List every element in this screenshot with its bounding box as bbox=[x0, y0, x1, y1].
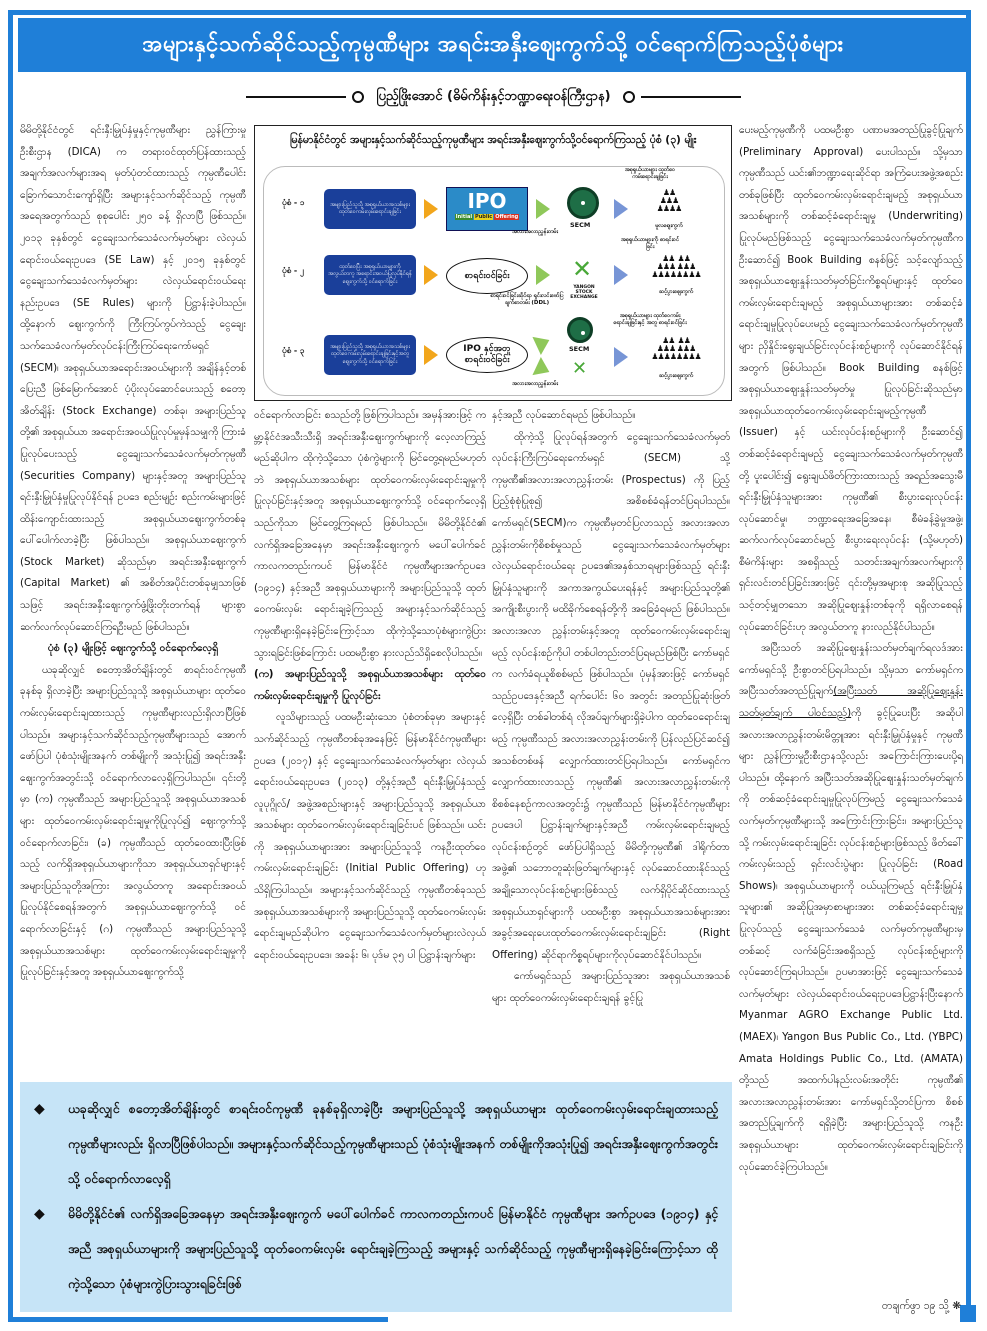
article-title-bar bbox=[18, 18, 968, 72]
diagram-step-box bbox=[324, 255, 416, 295]
ipo-sub-offering: Offering bbox=[495, 214, 519, 220]
diagram-step-text: အများပြည်သူသို့ အစုရှယ်ယာအသစ်များ ထုတ်ဝေကမ်းလှမ်းရောင်းချခြင်း bbox=[330, 201, 410, 215]
byline bbox=[0, 80, 987, 114]
ipo-logo-sub bbox=[447, 214, 527, 220]
callout-text: မိမိတို့နိုင်ငံ၏ လက်ရှိအခြေအနေမှာ အရင်းအနှီးဈေးကွက် မပေါ်ပေါက်ခင် ကာလကတည်းကပင် မြန်မာနိုင်ငံ ကုမ္ပဏီများ အက်ဥပဒေ (၁၉၁၄) နှင့်အညီ အစုရှယ်ယာများကို အများပြည်သူသို့ ထုတ်ဝေကမ်းလှမ်း ရောင်းချခဲ့ကြသည့် အများနှင့် သက်ဆိုင်သည့် ကုမ္ပဏီများရှိနေခဲ့ခြင်းကြောင့်သာ ထိုကဲ့သို့သော ပုံစံများကွဲပြားသွားရခြင်းဖြစ် bbox=[68, 1207, 718, 1291]
diamond-bullet-icon: ◆ bbox=[34, 1101, 45, 1117]
continued-note: တချက်ဖွာ ၁၉ သို့ ❋ bbox=[881, 1300, 961, 1312]
diagram-step-text: ထုတ်ဝေပြီး အစုရှယ်ယာများကို အလွယ်တကူ အရောင်းအဝယ်ပြုလုပ်နိုင်ရန် ဈေးကွက်သို့ ဝင်ရောက်ခြင်း bbox=[328, 263, 412, 285]
callout-item bbox=[34, 1197, 718, 1302]
paragraph bbox=[739, 638, 963, 1178]
arrow-right-icon bbox=[424, 199, 438, 219]
diagram-step-box bbox=[324, 189, 416, 229]
column-4 bbox=[739, 120, 963, 1298]
ysx-label bbox=[564, 285, 604, 300]
highlight-callout bbox=[20, 1082, 732, 1312]
arrow-down-right-icon bbox=[532, 357, 553, 381]
byline-rule-left bbox=[246, 96, 346, 98]
byline-dot-left bbox=[352, 91, 364, 103]
arrow-right-icon bbox=[536, 199, 550, 219]
callout-text: ယခုဆိုလျှင် စတော့အိတ်ချိန်းတွင် စာရင်းဝင်ကုမ္ပဏီ ခုနစ်ခုရှိလာခဲ့ပြီး အများပြည်သူသို့ အစုရှယ်ယာများ ထုတ်ဝေကမ်းလှမ်းရောင်းချထားသည့် ကုမ္ပဏီများလည်း ရှိလာပြီဖြစ်ပါသည်။ အများနှင့်သက်ဆိုင်သည့်ကုမ္ပဏီများသည် ပုံစံသုံးမျိုးအနက် တစ်မျိုးကိုအသုံးပြု၍ အရင်းအနှီးဈေးကွက်အတွင်းသို့ ဝင်ရောက်လာလေ့ရှိ bbox=[68, 1102, 718, 1186]
row-label: ပုံစံ - ၃ bbox=[282, 346, 305, 355]
ysx-logo-icon: ✕ bbox=[572, 255, 593, 283]
ysx-name: YANGON bbox=[573, 285, 595, 290]
paragraph: ကော်မရှင်သည် အများပြည်သူအား အစုရှယ်ယာအသစ်များ ထုတ်ဝေကမ်းလှမ်းရောင်းချရန် ခွင့်ပြု bbox=[492, 970, 730, 1005]
listing-oval-text: စာရင်းဝင်ခြင်း bbox=[464, 270, 510, 281]
investor-caption: အစုရှယ်ယာများ ထုတ်ဝေကမ်းရောင်းချခြင်းနှင့် အတူ စာရင်းဝင်ခြင်း bbox=[613, 313, 687, 326]
investor-caption: အစုရှယ်ယာများကို စာရင်းဝင်ခြင်း bbox=[620, 237, 680, 250]
market-label: မူလဈေးကွက် bbox=[655, 223, 683, 229]
callout-item bbox=[34, 1092, 718, 1197]
paragraph-text: အပြီးသတ် အဆိုပြုဈေးနှုန်းသတ်မှတ်ချက်ရလဒ်အား ကော်မရှင်သို့ ဦးစွာတင်ပြရပါသည်။ သို့မှသာ ကော်မရှင်က အပြီးသတ်အတည်ပြုချက် bbox=[739, 642, 963, 698]
ipo-sub-public: Public bbox=[475, 214, 493, 220]
underlined-text: (အပြီးသတ် အဆိုပြုဈေးနှုန်းသတ်မှတ်ချက် ပါဝင်သည့်) bbox=[739, 685, 963, 720]
secm-seal-icon bbox=[567, 317, 593, 343]
ipo-listing-oval bbox=[446, 337, 528, 373]
paragraph: ယခုဆိုလျှင် စတော့အိတ်ချိန်းတွင် စာရင်းဝင်ကုမ္ပဏီ ခုနစ်ခု ရှိလာခဲ့ပြီး အများပြည်သူသို့ အစုရှယ်ယာများ ထုတ်ဝေကမ်းလှမ်းရောင်းချထားသည့် ကုမ္ပဏီများလည်းရှိလာပြီဖြစ်ပါသည်။ အများနှင့်သက်ဆိုင်သည့်ကုမ္ပဏီများသည် အောက်ဖော်ပြပါ ပုံစံသုံးမျိုးအနက် တစ်မျိုးကို အသုံးပြု၍ အရင်းအနှီးဈေးကွက်အတွင်းသို့ ဝင်ရောက်လာလေ့ရှိကြပါသည်။ ၎င်းတို့မှာ (က) ကုမ္ပဏီသည် အများပြည်သူသို့ အစုရှယ်ယာအသစ်များ ထုတ်ဝေကမ်းလှမ်းရောင်းချမှုကိုပြုလုပ်၍ ဈေးကွက်သို့ ဝင်ရောက်လာခြင်း၊ (ခ) ကုမ္ပဏီသည် ထုတ်ဝေထားပြီးဖြစ်သည့် လက်ရှိအစုရှယ်ယာများကိုသာ အစုရှယ်ယာရှင်များနှင့် အများပြည်သူတို့အကြား အလွယ်တကူ အရောင်းအဝယ် ပြုလုပ်နိုင်စေရန်အတွက် အစုရှယ်ယာဈေးကွက်သို့ ဝင်ရောက်လာခြင်းနှင့် (ဂ) ကုမ္ပဏီသည် အများပြည်သူသို့ အစုရှယ်ယာအသစ်များ ထုတ်ဝေကမ်းလှမ်းရောင်းချမှုကို ပြုလုပ်ခြင်းနှင့်အတူ အစုရှယ်ယာဈေးကွက်သို့ bbox=[20, 663, 246, 979]
ipo-forms-diagram bbox=[254, 125, 732, 401]
investors-crowd-icon: ♟♟ ♟♟♟ ♟♟♟♟ bbox=[656, 188, 682, 213]
byline-rule-right bbox=[641, 96, 741, 98]
arrow-right-icon bbox=[614, 265, 628, 285]
arrow-right-icon bbox=[614, 347, 628, 367]
ipo-logo bbox=[446, 187, 528, 231]
ysx-logo-icon: ✕ bbox=[572, 358, 588, 379]
paragraph: လူသိများသည့် ပထမဦးဆုံးသော ပုံစံတစ်ခုမှာ အများနှင့်သက်ဆိုင်သည့် ကုမ္ပဏီတစ်ခုအနေဖြင့် မြန်မာနိုင်ငံကုမ္ပဏီများဥပဒေ (၂၀၁၇) နှင့် ငွေချေးသက်သေခံလက်မှတ်များ လဲလှယ်ရောင်းဝယ်ရေးဥပဒေ (၂၀၁၃) တို့နှင့်အညီ ရင်းနှီးမြှုပ်နှံသည့် လူပုဂ္ဂိုလ်/ အဖွဲ့အစည်းများနှင့် အများပြည်သူသို့ အစုရှယ်ယာအသစ်များ ထုတ်ဝေကမ်းလှမ်းရောင်းချခြင်းပင် ဖြစ်သည်။ ယင်းကို အစုရှယ်ယာများအား အများပြည်သူသို့ ကနဦးထုတ်ဝေကမ်းလှမ်းရောင်းချခြင်း (Initial Public Offering) ဟု သိရှိကြပါသည်။ အများနှင့်သက်ဆိုင်သည့် ကုမ္ပဏီတစ်ခုသည် အစုရှယ်ယာအသစ်များကို အများပြည်သူသို့ ထုတ်ဝေကမ်းလှမ်းရောင်းချမည်ဆိုပါက ငွေချေးသက်သေခံလက်မှတ်များလဲလှယ်ရောင်းဝယ်ရေးဥပဒေ၊ အခန်း ၆၊ ပုဒ်မ ၃၅ ပါ ပြဋ္ဌာန်းချက်များ bbox=[254, 711, 486, 961]
ipo-logo-text: IPO bbox=[467, 189, 507, 213]
frame-corner bbox=[960, 1305, 976, 1322]
byline-dot-right bbox=[623, 91, 635, 103]
paragraph-text: ကို ခွင့်ပြုပေးပြီး အဆိုပါ အလားအလာညွှန်းတမ်းမိတ္တူအား ရင်းနှီးမြှုပ်နှံမှုနှင့် ကုမ္ပဏီများ ညွှန်ကြားမှုဦးစီးဌာနသို့လည်း အကြောင်းကြားပေးပို့ရပါသည်။ ထို့နောက် အပြီးသတ်အဆိုပြုဈေးနှုန်းသတ်မှတ်ချက်ကို တစ်ဆင့်ခံရောင်းချမှုပြုလုပ်ကြမည့် ငွေချေးသက်သေခံလက်မှတ်ကုမ္ပဏီများသို့ အကြောင်းကြားခြင်း၊ အများပြည်သူသို့ ကမ်းလှမ်းရောင်းချခြင်း လုပ်ငန်းစဉ်များဖြစ်သည့် ဖိတ်ခေါ်ကမ်းလှမ်းသည့် ရှင်းလင်းပွဲများ ပြုလုပ်ခြင်း (Road Shows)၊ အစုရှယ်ယာများကို ဝယ်ယူကြမည့် ရင်းနှီးမြှုပ်နှံသူများ၏ အဆိုပြုအမှာစာများအား တစ်ဆင့်ခံရောင်းချမှု ပြုလုပ်သည့် ငွေချေးသက်သေခံ လက်မှတ်ကုမ္ပဏီများမှ တစ်ဆင့် လက်ခံခြင်းအစရှိသည့် လုပ်ငန်းစဉ်များကို လုပ်ဆောင်ကြရပါသည်။ ဥပမာအားဖြင့် ငွေချေးသက်သေခံလက်မှတ်များ လဲလှယ်ရောင်းဝယ်ရေးဥပဒေပြဋ္ဌာန်းပြီးနောက် Myanmar AGRO Exchange Public Ltd. (MAEX)၊ Yangon Bus Public Co., Ltd. (YBPC) Amata Holdings Public Co., Ltd. (AMATA) တို့သည် အထက်ပါနည်းလမ်းအတိုင်း ကုမ္ပဏီ၏ အလားအလာညွှန်းတမ်းအား ကော်မရှင်သို့တင်ပြကာ စိစစ်အတည်ပြုချက်ကို ရရှိခဲ့ပြီး အများပြည်သူသို့ ကနဦးအစုရှယ်ယာများ ထုတ်ဝေကမ်းလှမ်းရောင်းချခြင်းကို လုပ်ဆောင်ခဲ့ကြပါသည်။ bbox=[739, 707, 963, 1173]
column-3 bbox=[492, 405, 730, 1085]
prospectus-caption: အလားအလာညွှန်းတမ်း bbox=[512, 381, 558, 387]
arrow-right-icon bbox=[614, 199, 628, 219]
byline-text: ပြည့်ဖြိုးအောင် (ဓိမ်ကိန်းနှင့်ဘဏ္ဍာရေးဝန်ကြီးဌာန) bbox=[376, 88, 611, 104]
column-1 bbox=[20, 120, 246, 1085]
ipo-sub-initial: Initial bbox=[455, 214, 473, 220]
arrow-right-icon bbox=[536, 265, 550, 285]
paragraph: မိမိတို့နိုင်ငံတွင် ရင်းနှီးမြှုပ်နှံမှုနှင့်ကုမ္ပဏီများ ညွှန်ကြားမှုဦးစီးဌာန (DICA) က တရားဝင်ထုတ်ပြန်ထားသည့် အချက်အလက်များအရ မှတ်ပုံတင်ထားသည့် ကုမ္ပဏီပေါင်း ခြောက်သောင်းကျော်ရှိပြီး အများနှင့်သက်ဆိုင်သည့် ကုမ္ပဏီအရေအတွက်သည် စုစုပေါင်း ၂၅၀ ခန့် ရှိလာပြီ ဖြစ်သည်။ ၂၀၁၃ ခုနှစ်တွင် ငွေချေးသက်သေခံလက်မှတ်များ လဲလှယ်ရောင်းဝယ်ရေးဥပဒေ (SE Law) နှင့် ၂၀၁၅ ခုနှစ်တွင် ငွေချေးသက်သေခံလက်မှတ်များ လဲလှယ်ရောင်းဝယ်ရေးနည်းဥပဒေ (SE Rules) များကို ပြဋ္ဌာန်းခဲ့ပါသည်။ ထို့နောက် ဈေးကွက်ကို ကြီးကြပ်ကွပ်ကဲသည့် ငွေချေးသက်သေခံလက်မှတ်လုပ်ငန်းကြီးကြပ်ရေးကော်မရှင် (SECM)၊ အစုရှယ်ယာအရောင်းအဝယ်များကို အချိန်နှင့်တစ်ပြေးညီ ဖြစ်မြောက်အောင် ပံ့ပိုးလုပ်ဆောင်ပေးသည့် စတော့အိတ်ချိန်း (Stock Exchange) တစ်ခု၊ အများပြည်သူတို့၏ အစုရှယ်ယာ အရောင်းအဝယ်ပြုလုပ်မှုမှန်သမျှကို ကြားခံပြုလုပ်ပေးသည့် ငွေချေးသက်သေခံလက်မှတ်ကုမ္ပဏီ (Securities Company) များနှင့်အတူ အများပြည်သူ ရင်းနှီးမြှုပ်နှံမှုပြုလုပ်နိုင်ရန် ဥပဒေ စည်းမျဉ်း စည်းကမ်းများဖြင့် ထိန်းကျောင်းထားသည့် အစုရှယ်ယာဈေးကွက်တစ်ခု ပေါ်ပေါက်လာခဲ့ပြီး ဖြစ်ပါသည်။ အစုရှယ်ယာဈေးကွက် (Stock Market) ဆိုသည်မှာ အရင်းအနှီးဈေးကွက် (Capital Market) ၏ အစိတ်အပိုင်းတစ်ခုမျှသာဖြစ်သဖြင့် အရင်းအနှီးဈေးကွက်ဖွံ့ဖြိုးတိုးတက်ရန် များစွာဆက်လက်လုပ်ဆောင်ကြရဦးမည် ဖြစ်ပါသည်။ bbox=[20, 124, 246, 633]
market-label: ဆင့်ပွားဈေးကွက် bbox=[658, 289, 694, 295]
diagram-step-text: အများပြည်သူသို့ အစုရှယ်ယာအသစ်များ ထုတ်ဝေကမ်းလှမ်းရောင်းချခြင်းနှင့်အတူ ဈေးကွက်သို့ ဝင်ရောက်ခြင်း bbox=[330, 343, 410, 365]
arrow-up-right-icon bbox=[532, 331, 553, 355]
ddl-caption: စာရင်းဝင်ခြင်းဆိုင်ရာ ရှင်းလင်းဖော်ပြချက်စာတမ်း (DDL) bbox=[490, 293, 564, 306]
diagram-step-box bbox=[324, 335, 416, 375]
diagram-title: မြန်မာနိုင်ငံတွင် အများနှင့်သက်ဆိုင်သည့်ကုမ္ပဏီများ အရင်းအနှီးဈေးကွက်သို့ဝင်ရောက်ကြသည့် ပုံစံ (၃) မျိုး bbox=[289, 134, 697, 146]
prospectus-caption: အလားအလာညွှန်းတမ်း bbox=[512, 229, 558, 235]
secm-label: SECM bbox=[570, 221, 591, 229]
investors-crowd-icon: ♟♟ ♟♟ ♟♟♟ ♟♟♟ ♟♟♟♟♟♟♟♟ bbox=[651, 254, 701, 279]
arrow-right-icon bbox=[424, 265, 438, 285]
investor-caption: အစုရှယ်ယာများ ထုတ်ဝေကမ်းရောင်းချခြင်း bbox=[624, 167, 676, 180]
ysx-sub: STOCK EXCHANGE bbox=[570, 290, 598, 300]
column-2 bbox=[254, 405, 486, 1085]
investors-crowd-icon: ♟♟ ♟♟ ♟♟♟ ♟♟♟ ♟♟♟♟♟♟♟♟ bbox=[651, 336, 701, 361]
diamond-bullet-icon: ◆ bbox=[34, 1206, 45, 1222]
article-title: အများနှင့်သက်ဆိုင်သည့်ကုမ္ပဏီများ အရင်းအနှီးဈေးကွက်သို့ ဝင်ရောက်ကြသည့်ပုံစံများ bbox=[142, 31, 844, 57]
subsection-heading: (က) အများပြည်သူသို့ အစုရှယ်ယာအသစ်များ ထုတ်ဝေကမ်းလှမ်းရောင်းချမှုကို ပြုလုပ်ခြင်း bbox=[254, 668, 486, 702]
secm-label: SECM bbox=[569, 345, 590, 353]
diagram-panel bbox=[263, 166, 725, 396]
ipo-listing-oval-text: IPO နှင့်အတူ စာရင်းဝင်ခြင်း bbox=[463, 344, 511, 365]
paragraph: ပေးမည့်ကုမ္ပဏီကို ပထမဦးစွာ ပဏာမအတည်ပြုခွင့်ပြုချက် (Preliminary Approval) ပေးပါသည်။ သို့မှသာ ကုမ္ပဏီသည် ယင်း၏ဘဏ္ဍာရေးဆိုင်ရာ အကြံပေးအဖွဲ့အစည်းတစ်ခုဖြစ်ပြီး ထုတ်ဝေကမ်းလှမ်းရောင်းချမည့် အစုရှယ်ယာအသစ်များကို တစ်ဆင့်ခံရောင်းချမှု (Underwriting) ပြုလုပ်မည်ဖြစ်သည့် ငွေချေးသက်သေခံလက်မှတ်ကုမ္ပဏီက ဦးဆောင်၍ Book Building စနစ်ဖြင့် သင့်လျော်သည့် အစုရှယ်ယာဈေးနှုန်းသတ်မှတ်ခြင်းကိစ္စရပ်များနှင့် ထုတ်ဝေကမ်းလှမ်းရောင်းချမည့် အစုရှယ်ယာများအား တစ်ဆင့်ခံရောင်းချမှုပြုလုပ်ပေးမည့် ငွေချေးသက်သေခံလက်မှတ်ကုမ္ပဏီများ ညှိနှိုင်းရွေးချယ်ခြင်းလုပ်ငန်းစဉ်များကို လုပ်ဆောင်နိုင်ရန်အတွက် ဖြစ်ပါသည်။ Book Building စနစ်ဖြင့် အစုရှယ်ယာဈေးနှုန်းသတ်မှတ်မှု ပြုလုပ်ခြင်းဆိုသည်မှာ အစုရှယ်ယာထုတ်ဝေကမ်းလှမ်းရောင်းချမည့်ကုမ္ပဏီ (Issuer) နှင့် ယင်းလုပ်ငန်းစဉ်များကို ဦးဆောင်၍ တစ်ဆင့်ခံရောင်းချမည့် ငွေချေးသက်သေခံလက်မှတ်ကုမ္ပဏီတို့ ပူးပေါင်း၍ ရွေးချယ်ဖိတ်ကြားထားသည့် အရည်အသွေးမီ ရင်းနှီးမြှုပ်နှံသူများအား ကုမ္ပဏီ၏ စီးပွားရေးလုပ်ငန်းလုပ်ဆောင်မှု၊ ဘဏ္ဍာရေးအခြေအနေ၊ စီမံခန့်ခွဲမှုအဖွဲ့၊ ဆက်လက်လုပ်ဆောင်မည့် စီးပွားရေးလုပ်ငန်း (သို့မဟုတ်) စီမံကိန်းများ အစရှိသည့် သတင်းအချက်အလက်များကို ရှင်းလင်းတင်ပြခြင်းအားဖြင့် ၎င်းတို့မှအများစု အဆိုပြုသည့် သင့်တင့်မျှတသော အဆိုပြုဈေးနှုန်းတစ်ခုကို ရရှိလာစေရန် လုပ်ဆောင်ခြင်းဟု အလွယ်တကူ နားလည်နိုင်ပါသည်။ bbox=[739, 124, 963, 633]
frame-bottom-rule bbox=[8, 1317, 388, 1322]
arrow-right-icon bbox=[424, 345, 438, 365]
row-label: ပုံစံ - ၂ bbox=[282, 266, 304, 275]
row-label: ပုံစံ - ၁ bbox=[282, 198, 305, 207]
paragraph: နှင့်အညီ လုပ်ဆောင်ရမည် ဖြစ်ပါသည်။ bbox=[492, 409, 636, 421]
listing-oval bbox=[446, 258, 528, 294]
section-heading: ပုံစံ (၃) မျိုးဖြင့် ဈေးကွက်သို့ ဝင်ရောက်လေ့ရှိ bbox=[47, 642, 219, 655]
market-label: ဆင့်ပွားဈေးကွက် bbox=[658, 373, 694, 379]
secm-seal-icon bbox=[567, 187, 599, 219]
paragraph: ဝင်ရောက်လာခြင်း စသည်တို့ဖြစ်ကြပါသည်။ အမှန်အားဖြင့် ကမ္ဘာ့နိုင်ငံအသီးသီးရှိ အရင်းအနှီးဈေးကွက်များကို လေ့လာကြည့်မည်ဆိုပါက ထိုကဲ့သို့သော ပုံစံကွဲများကို မြင်တွေ့ရမည်မဟုတ်ဘဲ အစုရှယ်ယာအသစ်များ ထုတ်ဝေကမ်းလှမ်းရောင်းချမှုကို ပြုလုပ်ခြင်းနှင့်အတူ အစုရှယ်ယာဈေးကွက်သို့ ဝင်ရောက်လေ့ရှိသည်ကိုသာ မြင်တွေ့ကြရမည် ဖြစ်ပါသည်။ မိမိတို့နိုင်ငံ၏ လက်ရှိအခြေအနေမှာ အရင်းအနှီးဈေးကွက် မပေါ်ပေါက်ခင် ကာလကတည်းကပင် မြန်မာနိုင်ငံ ကုမ္ပဏီများအက်ဥပဒေ (၁၉၁၄) နှင့်အညီ အစုရှယ်ယာများကို အများပြည်သူသို့ ထုတ်ဝေကမ်းလှမ်း ရောင်းချခဲ့ကြသည့် အများနှင့်သက်ဆိုင်သည့် ကုမ္ပဏီများရှိနေခဲ့ခြင်းကြောင့်သာ ထိုကဲ့သို့သောပုံစံများကွဲပြားသွားရခြင်းဖြစ်ကြောင်း ပထမဦးစွာ နားလည်သိရှိစေလိုပါသည်။ bbox=[254, 409, 486, 659]
paragraph: ထိုကဲ့သို့ ပြုလုပ်ရန်အတွက် ငွေချေးသက်သေခံလက်မှတ် လုပ်ငန်းကြီးကြပ်ရေးကော်မရှင် (SECM) သို့ ကုမ္ပဏီ၏အလားအလာညွှန်းတမ်း (Prospectus) ကို ပြည့်ပြည့်စုံစုံပြုစု၍ အစိစစ်ခံရန်တင်ပြရပါသည်။ ကော်မရှင်(SECM)က ကုမ္ပဏီမှတင်ပြလာသည့် အလားအလာညွှန်းတမ်းကိုစိစစ်မှုသည် ငွေချေးသက်သေခံလက်မှတ်များ လဲလှယ်ရောင်းဝယ်ရေး ဥပဒေ၏အနှစ်သာရများဖြစ်သည့် ရင်းနှီးမြှုပ်နှံသူများကို အကာအကွယ်ပေးရန်နှင့် အများပြည်သူတို့၏ အကျိုးစီးပွားကို မထိခိုက်စေရန်တို့ကို အခြေခံရမည် ဖြစ်ပါသည်။ အလားအလာ ညွှန်းတမ်းနှင့်အတူ ထုတ်ဝေကမ်းလှမ်းရောင်းချမည့် လုပ်ငန်းစဉ်ကိုပါ တစ်ပါတည်းတင်ပြရမည်ဖြစ်ပြီး ကော်မရှင်က လက်ခံရယူစိစစ်မည် ဖြစ်ပါသည်။ ပုံမှန်အားဖြင့် ကော်မရှင်သည်ဥပဒေနှင့်အညီ ရက်ပေါင်း ၆၀ အတွင်း အတည်ပြုဆုံးဖြတ်လေ့ရှိပြီး တစ်ခါတစ်ရံ လိုအပ်ချက်များရှိခဲ့ပါက ထုတ်ဝေရောင်းချမည့် ကုမ္ပဏီသည် အလားအလာညွှန်းတမ်းကို ပြန်လည်ပြင်ဆင်၍ အသစ်တစ်ဖန် လျှောက်ထားတင်ပြရပါသည်။ ကော်မရှင်က လျှောက်ထားလာသည့် ကုမ္ပဏီ၏ အလားအလာညွှန်းတမ်းကို စိစစ်နေစဉ်ကာလအတွင်း၌ ကုမ္ပဏီသည် မြန်မာနိုင်ငံကုမ္ပဏီများ ဥပဒေပါ ပြဋ္ဌာန်းချက်များနှင့်အညီ ကမ်းလှမ်းရောင်းချမည့် လုပ်ငန်းစဉ်တွင် ဖော်ပြပါရှိသည့် မိမိတို့ကုမ္ပဏီ၏ ဒါရိုက်တာအဖွဲ့၏ သဘောတူဆုံးဖြတ်ချက်များနှင့် လုပ်ဆောင်ထားနိုင်သည့် အချို့သောလုပ်ငန်းစဉ်များဖြစ်သည့် လက်ရှိပိုင်ဆိုင်ထားသည့် အစုရှယ်ယာရှင်များကို ပထမဦးစွာ အစုရှယ်ယာအသစ်များအား အခွင့်အရေးပေးထုတ်ဝေကမ်းလှမ်းရောင်းချခြင်း (Right Offering) ဆိုင်ရာကိစ္စရပ်များကိုလုပ်ဆောင်နိုင်ပါသည်။ bbox=[492, 430, 730, 961]
